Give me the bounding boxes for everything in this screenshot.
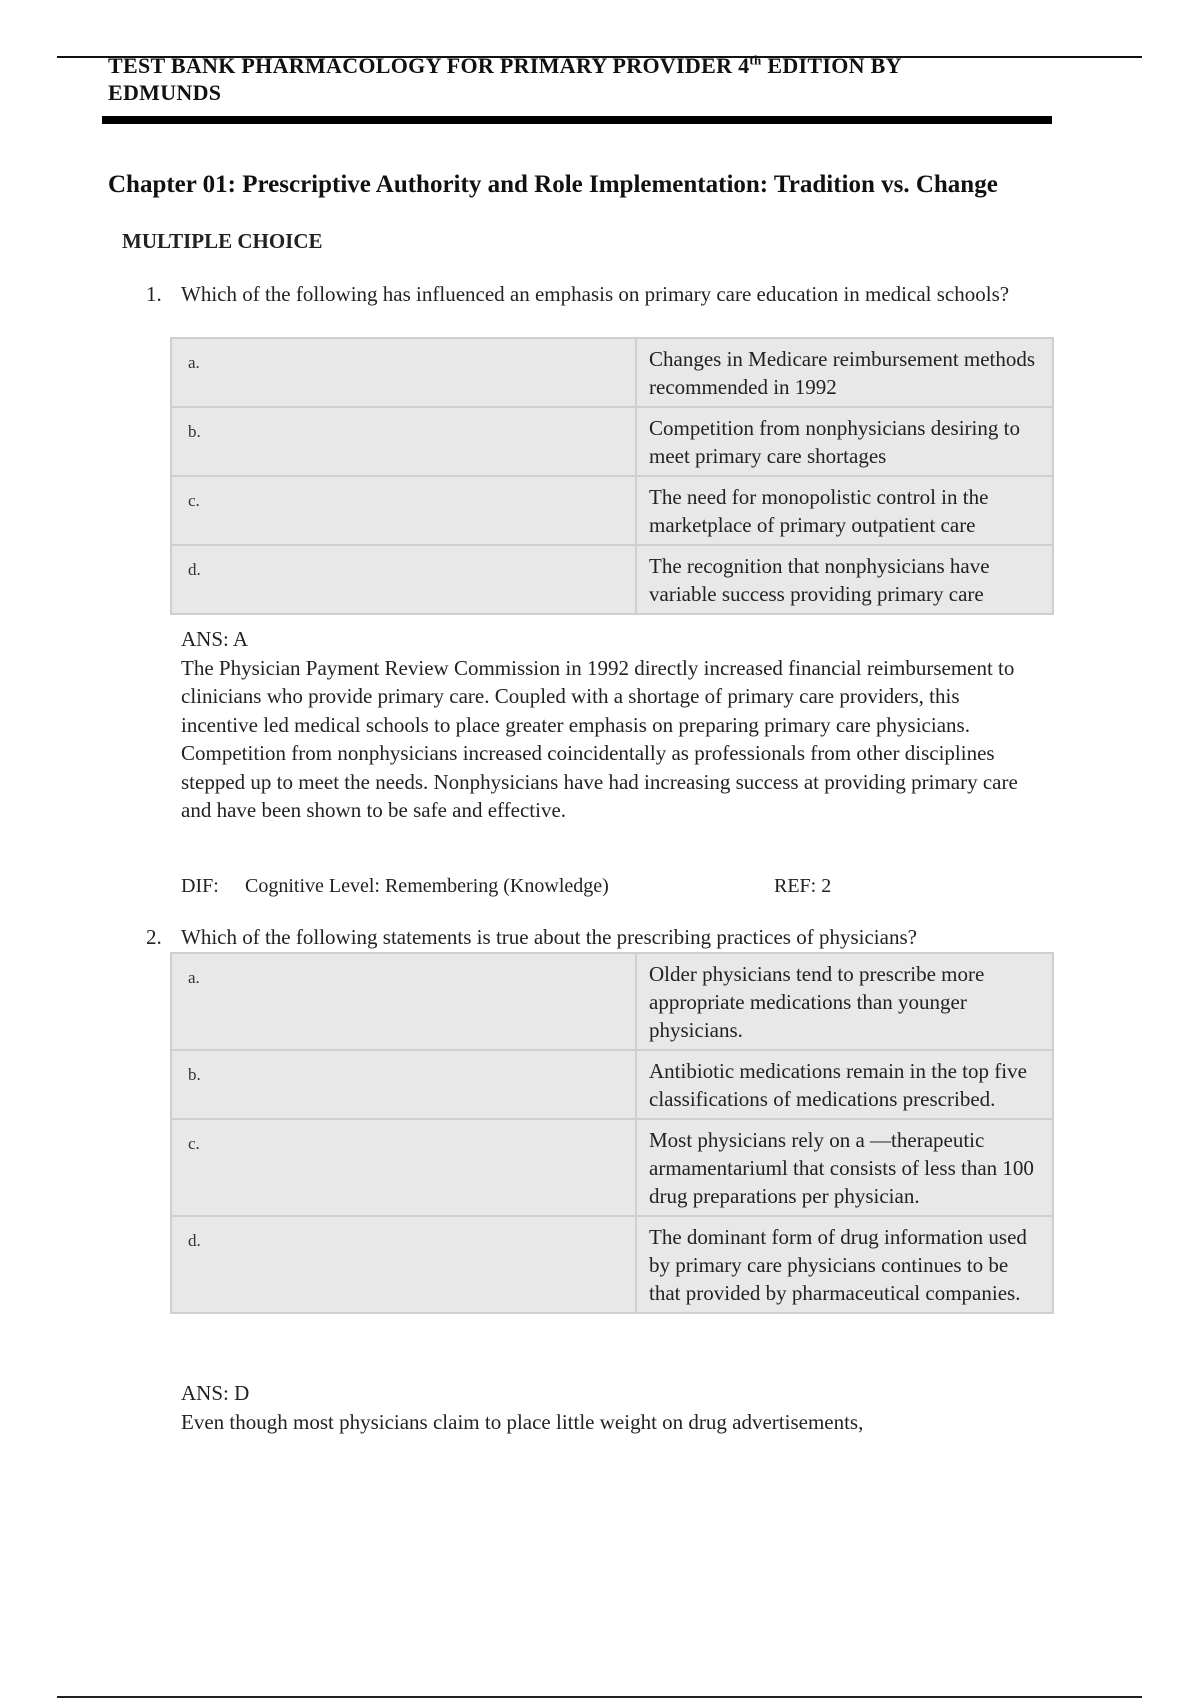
option-row <box>171 1050 1053 1119</box>
option-letter: a. <box>171 953 636 1050</box>
option-row <box>171 407 1053 476</box>
option-row <box>171 953 1053 1050</box>
option-row <box>171 545 1053 614</box>
question-text: Which of the following has influenced an emphasis on primary care education in medical schools? <box>181 282 1010 306</box>
document-title <box>108 52 1068 106</box>
answer-rationale: The Physician Payment Review Commission in 1992 directly increased financial reimbursement to clinicians who provide primary care. Coupled with a shortage of primary care providers, this incentive led medical schools to place greater emphasis on preparing primary care physicians. Competition from nonphysicians increased coincidentally as professionals from other disciplines stepped up to meet the needs. Nonphysicians have had increasing success at providing primary care and have been shown to be safe and effective. <box>181 655 1018 822</box>
difficulty-label: DIF: <box>181 875 219 897</box>
option-text: The dominant form of drug information used by primary care physicians continues to be that provided by pharmaceutical companies. <box>636 1216 1053 1313</box>
question-number: 2. <box>146 925 162 949</box>
question-2-stem <box>146 923 1046 951</box>
option-letter: a. <box>171 338 636 407</box>
option-letter: d. <box>171 1216 636 1313</box>
question-text: Which of the following statements is true about the prescribing practices of physicians? <box>181 925 917 949</box>
title-line2: EDMUNDS <box>108 80 222 105</box>
option-row <box>171 1119 1053 1216</box>
reference: REF: 2 <box>774 875 832 897</box>
question-2-options <box>170 952 1054 1314</box>
option-text: The need for monopolistic control in the marketplace of primary outpatient care <box>636 476 1053 545</box>
option-letter: c. <box>171 476 636 545</box>
answer-rationale: Even though most physicians claim to place little weight on drug advertisements, <box>181 1409 864 1434</box>
question-1-answer <box>181 625 1041 825</box>
option-letter: b. <box>171 407 636 476</box>
difficulty-value: Cognitive Level: Remembering (Knowledge) <box>245 875 609 897</box>
answer-key: ANS: A <box>181 627 249 651</box>
header-divider <box>102 116 1052 124</box>
option-text: Changes in Medicare reimbursement methods recommended in 1992 <box>636 338 1053 407</box>
option-row <box>171 338 1053 407</box>
answer-key: ANS: D <box>181 1381 250 1405</box>
title-part2: EDITION BY <box>761 53 902 78</box>
option-row <box>171 1216 1053 1313</box>
question-2-answer <box>181 1379 1041 1436</box>
chapter-title: Chapter 01: Prescriptive Authority and Role Implementation: Tradition vs. Change <box>108 171 998 198</box>
option-letter: b. <box>171 1050 636 1119</box>
question-1-options <box>170 337 1054 615</box>
question-1-stem <box>146 280 1046 308</box>
option-row <box>171 476 1053 545</box>
option-letter: d. <box>171 545 636 614</box>
option-letter: c. <box>171 1119 636 1216</box>
option-text: Competition from nonphysicians desiring to meet primary care shortages <box>636 407 1053 476</box>
option-text: The recognition that nonphysicians have variable success providing primary care <box>636 545 1053 614</box>
option-text: Antibiotic medications remain in the top five classifications of medications prescribed. <box>636 1050 1053 1119</box>
title-part1: TEST BANK PHARMACOLOGY FOR PRIMARY PROVIDER 4 <box>108 53 750 78</box>
question-number: 1. <box>146 282 162 306</box>
title-superscript: th <box>749 52 762 68</box>
option-text: Most physicians rely on a —therapeutic armamentariuml that consists of less than 100 drug preparations per physician. <box>636 1119 1053 1216</box>
bottom-rule <box>57 1696 1142 1698</box>
option-text: Older physicians tend to prescribe more appropriate medications than younger physicians. <box>636 953 1053 1050</box>
section-heading: MULTIPLE CHOICE <box>122 229 323 253</box>
